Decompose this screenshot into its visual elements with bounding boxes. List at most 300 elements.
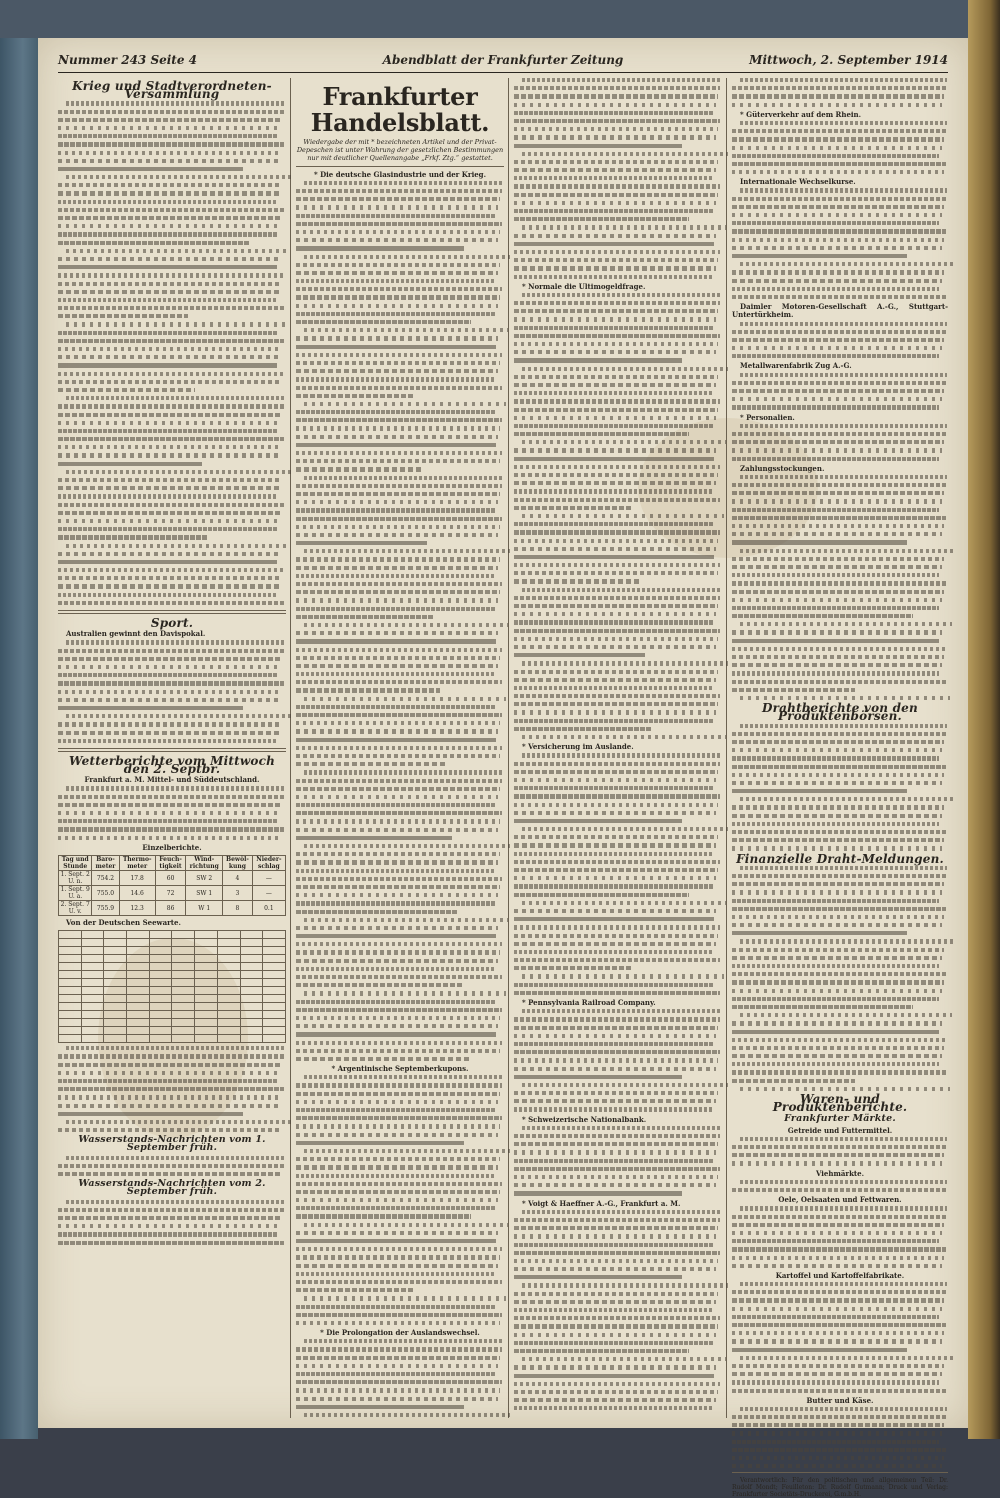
text-line <box>732 899 939 903</box>
text-line <box>514 1292 718 1296</box>
article-title: Zahlungsstockungen. <box>740 463 825 473</box>
text-line <box>732 980 944 984</box>
text-line <box>296 1388 500 1392</box>
text-line <box>296 377 496 381</box>
text-line <box>514 555 714 559</box>
sport-subhead: Australien gewinnt den Davispokal. <box>66 629 206 639</box>
article-title: * Normale die Ultimogeldfrage. <box>522 281 646 291</box>
text-line <box>296 443 496 447</box>
text-line <box>514 1142 718 1146</box>
article-title: * Die Prolongation der Auslandswechsel. <box>320 1328 480 1338</box>
text-line <box>732 598 942 602</box>
text-line <box>514 637 718 641</box>
newspaper-page <box>38 38 968 1498</box>
table-cell <box>104 995 127 1003</box>
table-cell <box>81 931 104 939</box>
text-line <box>66 249 289 253</box>
text-line <box>732 137 944 141</box>
table-cell <box>240 947 263 955</box>
text-line <box>58 1087 284 1091</box>
table-cell <box>240 955 263 963</box>
text-line <box>732 197 946 201</box>
text-line <box>514 645 716 649</box>
table-cell <box>172 1027 195 1035</box>
text-line <box>740 797 954 801</box>
text-line <box>514 135 716 139</box>
text-line <box>732 246 942 250</box>
text-line <box>296 197 500 201</box>
text-line <box>58 698 279 702</box>
text-line <box>522 1357 726 1361</box>
table-cell <box>104 947 127 955</box>
text-line <box>514 719 714 723</box>
text-line <box>514 1349 689 1353</box>
text-line <box>740 724 947 728</box>
text-line <box>514 258 718 262</box>
text-line <box>514 250 720 254</box>
text-line <box>296 1231 498 1235</box>
market-subhead: Butter und Käse. <box>806 1395 874 1405</box>
text-line <box>514 86 720 90</box>
table-header-cell: Baro-meter <box>92 856 119 871</box>
text-line <box>732 756 939 760</box>
table-cell <box>217 995 240 1003</box>
text-line <box>296 1165 498 1169</box>
article-title: Metallwarenfabrik Zug A.-G. <box>740 361 852 371</box>
text-line <box>296 1124 500 1128</box>
text-line <box>732 748 942 752</box>
text-line <box>514 473 718 477</box>
text-line <box>58 126 279 130</box>
text-line <box>514 1159 714 1163</box>
text-line <box>732 508 939 512</box>
text-line <box>732 330 946 334</box>
article-body <box>514 78 722 279</box>
table-cell: 1. Sept. 9 U. a. <box>59 886 92 901</box>
text-line <box>732 639 939 643</box>
text-line <box>514 1107 714 1111</box>
text-line <box>740 1180 947 1184</box>
text-line <box>514 326 714 330</box>
text-line <box>740 1137 947 1141</box>
text-line <box>296 214 496 218</box>
text-line <box>732 1054 942 1058</box>
table-cell <box>81 971 104 979</box>
text-line <box>514 1259 718 1263</box>
article-body <box>514 753 722 995</box>
text-line <box>514 127 718 131</box>
text-line <box>304 476 504 480</box>
text-line <box>296 688 440 692</box>
table-cell <box>240 963 263 971</box>
text-line <box>732 671 939 675</box>
table-cell <box>104 971 127 979</box>
text-line <box>514 1134 720 1138</box>
column-rule <box>508 78 509 1418</box>
text-line <box>732 270 944 274</box>
text-line <box>740 1282 947 1286</box>
article-body <box>732 1180 948 1192</box>
text-line <box>514 1050 720 1054</box>
article-body <box>58 1200 286 1245</box>
text-line <box>514 209 714 213</box>
text-line <box>296 1057 471 1061</box>
text-line <box>296 836 452 840</box>
table-cell <box>149 1019 172 1027</box>
text-line <box>296 525 500 529</box>
text-line <box>732 1256 944 1260</box>
text-line <box>58 404 284 408</box>
text-line <box>514 983 714 987</box>
table-header-cell: Feuch-tigkeit <box>155 856 186 871</box>
table-row <box>59 1027 286 1035</box>
text-line <box>296 222 502 226</box>
table-cell <box>263 1003 286 1011</box>
text-line <box>732 732 946 736</box>
text-line <box>514 111 714 115</box>
text-line <box>58 298 277 302</box>
text-line <box>296 435 498 439</box>
table-row <box>59 931 286 939</box>
text-line <box>296 942 502 946</box>
text-line <box>58 836 281 840</box>
text-line <box>732 1315 939 1319</box>
text-line <box>740 188 947 192</box>
table-cell <box>263 1011 286 1019</box>
text-line <box>514 794 720 798</box>
page-edge-right <box>968 0 1000 1439</box>
text-line <box>58 503 284 507</box>
text-line <box>58 527 277 531</box>
text-line <box>58 1128 281 1132</box>
text-line <box>514 786 714 790</box>
table-cell <box>127 963 150 971</box>
text-line <box>732 655 944 659</box>
table-cell <box>240 1035 263 1043</box>
table-cell: SW 1 <box>186 886 223 901</box>
text-line <box>66 714 292 718</box>
text-line <box>66 640 285 644</box>
text-line <box>514 727 651 731</box>
text-line <box>66 1120 292 1124</box>
text-line <box>58 665 279 669</box>
text-line <box>514 530 720 534</box>
table-cell <box>104 979 127 987</box>
text-line <box>732 1464 942 1468</box>
table-cell: 8 <box>223 901 253 916</box>
text-line <box>66 544 289 548</box>
text-line <box>522 225 726 229</box>
text-line <box>740 549 954 553</box>
text-line <box>296 1247 502 1251</box>
text-line <box>296 1024 498 1028</box>
table-cell <box>263 979 286 987</box>
table-cell <box>59 939 82 947</box>
table-cell <box>59 931 82 939</box>
table-cell: 14.6 <box>119 886 155 901</box>
text-line <box>58 224 279 228</box>
text-line <box>296 1108 496 1112</box>
table-row <box>59 947 286 955</box>
table-cell <box>81 939 104 947</box>
table-cell <box>59 987 82 995</box>
text-line <box>296 893 498 897</box>
text-line <box>732 680 946 684</box>
text-line <box>732 1030 939 1034</box>
text-line <box>514 1026 718 1030</box>
article-body <box>732 322 948 359</box>
text-line <box>296 869 496 873</box>
text-line <box>296 410 496 414</box>
table-cell <box>240 939 263 947</box>
table-cell <box>104 1027 127 1035</box>
text-line <box>296 304 498 308</box>
text-line <box>66 175 292 179</box>
text-line <box>296 345 496 349</box>
text-line <box>514 457 714 461</box>
text-line <box>58 306 284 310</box>
text-line <box>296 287 502 291</box>
text-line <box>732 989 942 993</box>
table-cell <box>263 1019 286 1027</box>
text-line <box>296 1364 498 1368</box>
text-line <box>514 604 718 608</box>
text-line <box>514 160 718 164</box>
table-cell <box>172 947 195 955</box>
column-2 <box>296 78 504 1418</box>
divider <box>58 610 286 614</box>
table-cell <box>217 963 240 971</box>
text-line <box>58 241 250 245</box>
article-body <box>732 373 948 410</box>
text-line <box>740 322 947 326</box>
text-line <box>514 966 633 970</box>
text-line <box>296 852 500 856</box>
table-cell <box>195 987 218 995</box>
table-cell <box>240 979 263 987</box>
text-line <box>296 336 498 340</box>
table-row <box>59 886 286 901</box>
table-cell <box>172 1003 195 1011</box>
text-line <box>514 876 716 880</box>
text-line <box>296 901 496 905</box>
table-cell <box>59 971 82 979</box>
text-line <box>514 925 720 929</box>
article-body <box>732 475 948 700</box>
table-cell: 2. Sept. 7 U. v. <box>59 901 92 916</box>
text-line <box>522 1210 722 1214</box>
text-line <box>58 1071 279 1075</box>
text-line <box>732 1239 939 1243</box>
text-line <box>514 958 720 962</box>
column-rule <box>290 78 291 1418</box>
issue-number: Nummer 243 Seite 4 <box>58 53 198 67</box>
text-line <box>732 1323 946 1327</box>
text-line <box>514 710 716 714</box>
text-line <box>66 101 285 105</box>
text-line <box>514 770 718 774</box>
text-line <box>296 1016 500 1020</box>
text-line <box>514 217 689 221</box>
table-cell <box>217 955 240 963</box>
text-line <box>732 448 942 452</box>
table-cell <box>172 1011 195 1019</box>
table-cell <box>217 971 240 979</box>
text-line <box>732 1021 942 1025</box>
text-line <box>522 735 726 739</box>
text-line <box>296 566 498 570</box>
newspaper-title: Abendblatt der Frankfurter Zeitung <box>382 53 624 67</box>
table-row <box>59 1035 286 1043</box>
text-line <box>732 1298 944 1302</box>
table-cell <box>217 1027 240 1035</box>
text-line <box>514 1390 718 1394</box>
text-line <box>304 1149 510 1153</box>
text-line <box>58 183 281 187</box>
text-line <box>296 615 433 619</box>
table-cell <box>104 1035 127 1043</box>
text-line <box>296 1397 498 1401</box>
table-cell <box>59 963 82 971</box>
text-line <box>58 282 281 286</box>
text-line <box>58 722 281 726</box>
text-line <box>732 740 944 744</box>
text-line <box>514 1243 714 1247</box>
text-line <box>58 560 277 564</box>
text-line <box>732 805 944 809</box>
text-line <box>514 234 716 238</box>
text-line <box>514 1300 716 1304</box>
text-line <box>58 1164 284 1168</box>
text-line <box>732 1440 939 1444</box>
headline-krieg: Krieg und Stadtverordneten-Versammlung <box>72 79 272 102</box>
text-line <box>514 1099 716 1103</box>
text-line <box>58 1208 284 1212</box>
text-line <box>296 746 502 750</box>
table-cell <box>217 1011 240 1019</box>
text-line <box>296 762 446 766</box>
table-cell <box>127 1003 150 1011</box>
text-line <box>58 535 208 539</box>
table-row <box>59 971 286 979</box>
text-line <box>296 934 496 938</box>
table-cell <box>195 1011 218 1019</box>
text-line <box>296 271 498 275</box>
text-line <box>514 103 716 107</box>
text-line <box>732 254 907 258</box>
text-line <box>732 94 944 98</box>
text-line <box>514 334 720 338</box>
table-cell <box>217 939 240 947</box>
text-line <box>514 1058 718 1062</box>
table-cell <box>195 995 218 1003</box>
table-cell: 3 <box>223 886 253 901</box>
text-line <box>514 1333 716 1337</box>
article-body <box>732 121 948 174</box>
table-cell <box>240 931 263 939</box>
text-line <box>296 828 498 832</box>
text-line <box>296 926 498 930</box>
text-line <box>296 1405 464 1409</box>
text-line <box>58 208 284 212</box>
text-line <box>514 950 714 954</box>
text-line <box>732 1415 946 1419</box>
column-3 <box>514 78 722 1418</box>
table-cell <box>172 971 195 979</box>
text-line <box>514 1091 718 1095</box>
article-title: * Versicherung im Auslande. <box>522 742 634 752</box>
text-line <box>296 394 415 398</box>
table-cell <box>195 1003 218 1011</box>
text-line <box>58 1063 281 1067</box>
text-line <box>296 238 498 242</box>
table-cell <box>149 1035 172 1043</box>
text-line <box>296 672 496 676</box>
text-line <box>732 86 946 90</box>
text-line <box>732 162 946 166</box>
text-line <box>514 1406 714 1410</box>
text-line <box>296 819 500 823</box>
article-body <box>514 1126 722 1196</box>
text-line <box>296 517 502 521</box>
text-line <box>58 795 284 799</box>
text-line <box>732 1348 907 1352</box>
text-line <box>514 266 716 270</box>
text-line <box>296 811 502 815</box>
text-line <box>732 1046 944 1050</box>
table-cell <box>127 1019 150 1027</box>
text-line <box>304 844 510 848</box>
text-line <box>296 557 500 561</box>
text-line <box>58 372 284 376</box>
text-line <box>296 1116 502 1120</box>
text-line <box>522 1083 728 1087</box>
text-line <box>296 312 496 316</box>
text-line <box>514 1374 714 1378</box>
text-line <box>732 440 944 444</box>
text-line <box>732 773 944 777</box>
article-title: Daimler Motoren-Gesellschaft A.-G., Stuttgart-Untertürkheim. <box>732 302 948 320</box>
table-cell: 60 <box>155 871 186 886</box>
table-cell <box>59 1003 82 1011</box>
text-line <box>304 918 508 922</box>
table-cell: W 1 <box>186 901 223 916</box>
text-line <box>296 1198 498 1202</box>
text-line <box>732 1062 939 1066</box>
table-cell <box>104 1003 127 1011</box>
text-line <box>58 1216 281 1220</box>
article-title: * Schweizerische Nationalbank. <box>522 1114 647 1124</box>
text-line <box>304 255 510 259</box>
text-line <box>514 432 689 436</box>
text-line <box>740 475 947 479</box>
text-line <box>296 713 502 717</box>
table-cell <box>263 931 286 939</box>
text-line <box>732 1431 942 1435</box>
table-cell <box>59 1019 82 1027</box>
text-line <box>58 257 279 261</box>
text-line <box>732 1339 942 1343</box>
table-cell <box>81 1019 104 1027</box>
table-cell <box>104 955 127 963</box>
text-line <box>58 151 281 155</box>
text-line <box>304 1339 504 1343</box>
text-line <box>522 588 722 592</box>
text-line <box>732 1364 944 1368</box>
text-line <box>66 470 292 474</box>
text-line <box>296 1356 500 1360</box>
imprint: Verantwortlich: Für den politischen und allgemeinen Teil: Dr. Rudolf Mondt; Feuilleton: Dr. Rudolf Gutmann; Druck und Verlag: Frankfurter Societäts-Druckerei, G.m.b.H. <box>732 1477 948 1498</box>
